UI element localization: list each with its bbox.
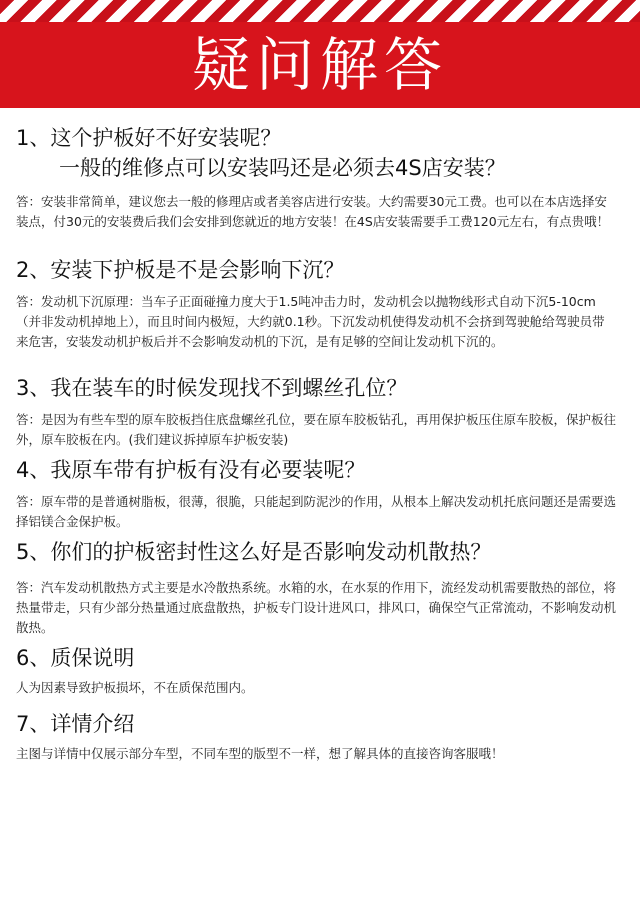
faq-answer: 答：原车带的是普通树脂板，很薄，很脆，只能起到防泥沙的作用，从根本上解决发动机托底问题还是需要选择铝镁合金保护板。	[16, 494, 617, 529]
header-banner	[0, 0, 640, 110]
faq-item-5	[16, 538, 616, 638]
faq-answer: 答：是因为有些车型的原车胶板挡住底盘螺丝孔位，要在原车胶板钻孔，再用保护板压住原车胶板，保护板往外，原车胶板在内。(我们建议拆掉原车护板安装)	[16, 412, 617, 447]
faq-answer: 人为因素导致护板损坏，不在质保范围内。	[16, 680, 254, 695]
faq-question: 7、详情介绍	[16, 712, 135, 736]
faq-question: 4、我原车带有护板有没有必要装呢？	[16, 458, 366, 482]
faq-answer: 主图与详情中仅展示部分车型，不同车型的版型不一样，想了解具体的直接咨询客服哦！	[16, 746, 504, 761]
faq-answer: 答：汽车发动机散热方式主要是水冷散热系统。水箱的水，在水泵的作用下，流经发动机需要散热的部位，将热量带走，只有少部分热量通过底盘散热，护板专门设计进风口，排风口，确保空气正常流动，不影响发动机散热。	[16, 580, 617, 635]
faq-question: 6、质保说明	[16, 646, 135, 670]
banner-stripes	[0, 0, 640, 22]
faq-question: 5、你们的护板密封性这么好是否影响发动机散热？	[16, 540, 492, 564]
faq-answer: 答：发动机下沉原理：当车子正面碰撞力度大于1.5吨冲击力时，发动机会以抛物线形式自动下沉5-10cm（并非发动机掉地上），而且时间内极短，大约就0.1秒。下沉发动机使得发动机不会挤到驾驶舱给驾驶员带来危害，安装发动机护板后并不会影响发动机的下沉，是有足够的空间让发动机下沉的。	[16, 294, 605, 349]
faq-item-1	[16, 124, 616, 232]
faq-item-6	[16, 644, 616, 698]
faq-item-7	[16, 710, 576, 764]
faq-question: 3、我在装车的时候发现找不到螺丝孔位？	[16, 376, 408, 400]
faq-question: 2、安装下护板是不是会影响下沉？	[16, 258, 345, 282]
faq-item-4	[16, 456, 616, 532]
faq-answer: 答：安装非常简单，建议您去一般的修理店或者美容店进行安装。大约需要30元工费。也可以在本店选择安装点，付30元的安装费后我们会安排到您就近的地方安装！在4S店安装需要手工费120元左右，有点贵哦！	[16, 194, 610, 229]
faq-item-3	[16, 374, 616, 450]
faq-question: 1、这个护板好不好安装呢？	[16, 126, 282, 150]
page-title: 疑问解答	[191, 31, 448, 99]
faq-question-line2: 一般的维修点可以安装吗还是必须去4S店安装？	[59, 156, 506, 180]
faq-item-2	[16, 256, 616, 352]
